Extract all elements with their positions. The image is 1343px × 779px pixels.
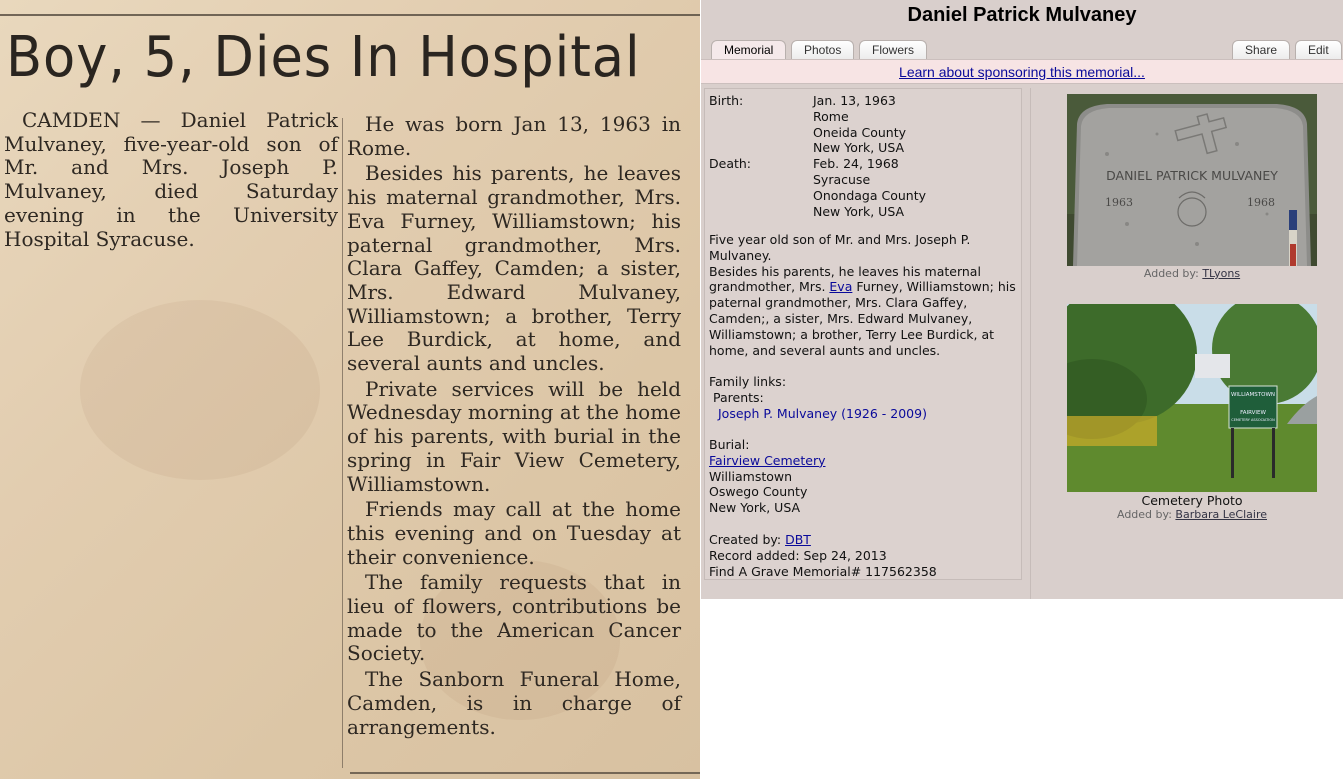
burial-city: Williamstown xyxy=(709,468,793,484)
photo-contributor-link[interactable]: TLyons xyxy=(1202,267,1241,280)
added-by-label: Added by: xyxy=(1143,267,1203,280)
tab-flowers[interactable]: Flowers xyxy=(859,40,927,60)
burial-county: Oswego County xyxy=(709,484,808,500)
sponsor-bar xyxy=(701,59,1343,84)
sponsor-link[interactable]: Learn about sponsoring this memorial... xyxy=(899,64,1145,80)
sign-line-1: WILLIAMSTOWN xyxy=(1230,392,1276,398)
cemetery-photo[interactable] xyxy=(1067,304,1317,492)
sign-line-3: CEMETERY ASSOCIATION xyxy=(1231,418,1275,422)
record-added: Record added: Sep 24, 2013 xyxy=(709,547,887,563)
death-city: Syracuse xyxy=(813,172,871,187)
birth-county: Oneida County xyxy=(813,124,907,140)
tab-memorial[interactable]: Memorial xyxy=(711,40,786,60)
eva-link[interactable]: Eva xyxy=(829,279,853,295)
death-label: Death: xyxy=(709,156,752,172)
clipping-paragraph: The Sanborn Funeral Home, Camden, is in charge of arrangements. xyxy=(347,667,681,739)
clipping-paragraph: Friends may call at the home this evening and on Tuesday at their convenience. xyxy=(347,497,681,569)
added-by-label: Added by: xyxy=(1116,508,1176,521)
headstone-inscription: DANIEL PATRICK MULVANEY xyxy=(1106,168,1278,183)
headstone-image xyxy=(1067,94,1317,266)
column-divider xyxy=(342,118,343,768)
parent-link[interactable]: Joseph P. Mulvaney (1926 - 2009) xyxy=(718,405,927,421)
memorial-info xyxy=(704,88,1022,580)
headstone-year-right: 1968 xyxy=(1247,196,1275,209)
death-county: Onondaga County xyxy=(813,187,927,203)
bio-paragraph xyxy=(709,264,1017,359)
creator-link[interactable]: DBT xyxy=(785,532,811,547)
sign-line-2: FAIRVIEW xyxy=(1240,410,1266,416)
tab-photos[interactable]: Photos xyxy=(791,40,854,60)
photo-contributor-link[interactable]: Barbara LeClaire xyxy=(1175,508,1267,521)
burial-label: Burial: xyxy=(709,437,750,452)
share-button[interactable]: Share xyxy=(1232,40,1290,60)
clipping-left-column xyxy=(4,109,338,253)
created-by-label: Created by: xyxy=(709,532,786,547)
clipping-paragraph: CAMDEN — Daniel Patrick Mulvaney, five-year-old son of Mr. and Mrs. Joseph P. Mulvaney, died Saturday evening in the University Hospital Syracuse. xyxy=(4,108,338,251)
memorial-number: Find A Grave Memorial# 117562358 xyxy=(709,563,937,579)
parents-label: Parents: xyxy=(713,389,764,405)
bio-text: Besides his parents, he leaves his maternal grandmother, Mrs. xyxy=(709,263,981,295)
clipping-top-rule xyxy=(0,14,700,16)
burial-state: New York, USA xyxy=(709,500,801,516)
photo-column xyxy=(1030,88,1343,599)
cemetery-link[interactable]: Fairview Cemetery xyxy=(709,452,826,468)
memorial-title: Daniel Patrick Mulvaney xyxy=(907,4,1137,26)
memorial-panel xyxy=(701,0,1343,599)
bio-text: Furney, Williamstown; his paternal grandmother, Mrs. Clara Gaffey, Camden;, a sister, Mrs. Edward Mulvaney, Williamstown; a brother, Terry Lee Burdick, at home, and several aunts and uncles. xyxy=(709,279,1016,358)
birth-label: Birth: xyxy=(709,93,744,108)
headstone-photo[interactable] xyxy=(1067,94,1317,266)
clipping-bottom-rule xyxy=(350,772,700,774)
clipping-headline: Boy, 5, Dies In Hospital xyxy=(6,25,641,90)
death-date: Feb. 24, 1968 xyxy=(813,156,899,172)
headstone-caption xyxy=(1031,267,1343,280)
birth-date: Jan. 13, 1963 xyxy=(813,93,896,108)
headstone-year-left: 1963 xyxy=(1105,196,1133,209)
paper-stain xyxy=(80,300,320,480)
birth-state: New York, USA xyxy=(813,140,905,156)
edit-button[interactable]: Edit xyxy=(1295,40,1342,60)
bio-line: Five year old son of Mr. and Mrs. Joseph P. Mulvaney. xyxy=(709,232,971,263)
clipping-paragraph: He was born Jan 13, 1963 in Rome. xyxy=(347,112,681,160)
death-state: New York, USA xyxy=(813,203,905,219)
cemetery-image xyxy=(1067,304,1317,492)
cemetery-photo-credit xyxy=(1031,508,1343,521)
family-links-label: Family links: xyxy=(709,374,787,389)
clipping-right-column xyxy=(347,113,681,741)
clipping-paragraph: The family requests that in lieu of flowers, contributions be made to the American Cancer Society. xyxy=(347,570,681,666)
cemetery-photo-caption: Cemetery Photo xyxy=(1141,493,1243,508)
clipping-paragraph: Private services will be held Wednesday morning at the home of his parents, with burial in the spring in Fair View Cemetery, Williamstown. xyxy=(347,376,681,496)
clipping-paragraph: Besides his parents, he leaves his maternal grandmother, Mrs. Eva Furney, Williamstown; his paternal grandmother, Mrs. Clara Gaffey, Camden; a sister, Mrs. Edward Mulvaney, Williamstown; a brother, Terry Lee Burdick, at home, and several aunts and uncles. xyxy=(347,161,681,376)
biography xyxy=(709,232,1017,358)
birth-city: Rome xyxy=(813,108,849,124)
